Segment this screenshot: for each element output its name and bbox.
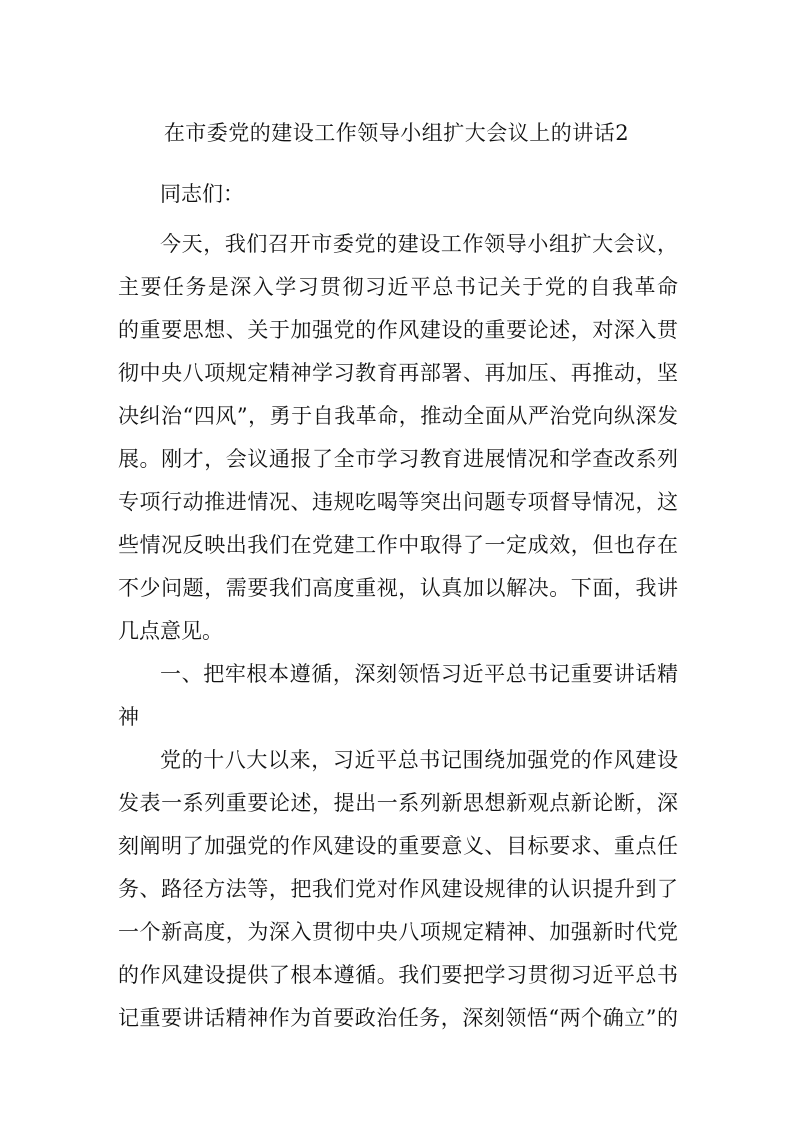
- paragraph-line: 今天，我们召开市委党的建设工作领导小组扩大会议，: [160, 232, 678, 256]
- paragraph-line: 主要任务是深入学习贯彻习近平总书记关于党的自我革命: [118, 275, 678, 299]
- paragraph-line: 一个新高度，为深入贯彻中央八项规定精神、加强新时代党: [118, 920, 678, 944]
- document-title: 在市委党的建设工作领导小组扩大会议上的讲话2: [163, 121, 630, 145]
- paragraph-line: 发表一系列重要论述，提出一系列新思想新观点新论断，深: [118, 791, 678, 815]
- paragraph-line: 几点意见。: [118, 619, 223, 643]
- paragraph-line: 记重要讲话精神作为首要政治任务，深刻领悟“两个确立”的: [118, 1006, 678, 1030]
- paragraph-line: 的作风建设提供了根本遵循。我们要把学习贯彻习近平总书: [118, 963, 678, 987]
- salutation-line: 同志们：: [160, 182, 244, 206]
- section-heading-line: 一、把牢根本遵循，深刻领悟习近平总书记重要讲话精: [160, 662, 678, 686]
- paragraph-line: 决纠治“四风”，勇于自我革命，推动全面从严治党向纵深发: [118, 404, 678, 428]
- paragraph-line: 刻阐明了加强党的作风建设的重要意义、目标要求、重点任: [118, 834, 678, 858]
- paragraph-line: 专项行动推进情况、违规吃喝等突出问题专项督导情况，这: [118, 490, 678, 514]
- paragraph-line: 务、路径方法等，把我们党对作风建设规律的认识提升到了: [118, 877, 678, 901]
- paragraph-line: 些情况反映出我们在党建工作中取得了一定成效，但也存在: [118, 533, 678, 557]
- paragraph-line: 党的十八大以来，习近平总书记围绕加强党的作风建设: [160, 748, 678, 772]
- section-heading-line: 神: [118, 705, 139, 729]
- paragraph-line: 不少问题，需要我们高度重视，认真加以解决。下面，我讲: [118, 576, 678, 600]
- paragraph-line: 展。刚才，会议通报了全市学习教育进展情况和学查改系列: [118, 447, 678, 471]
- paragraph-line: 的重要思想、关于加强党的作风建设的重要论述，对深入贯: [118, 318, 678, 342]
- paragraph-line: 彻中央八项规定精神学习教育再部署、再加压、再推动，坚: [118, 361, 678, 385]
